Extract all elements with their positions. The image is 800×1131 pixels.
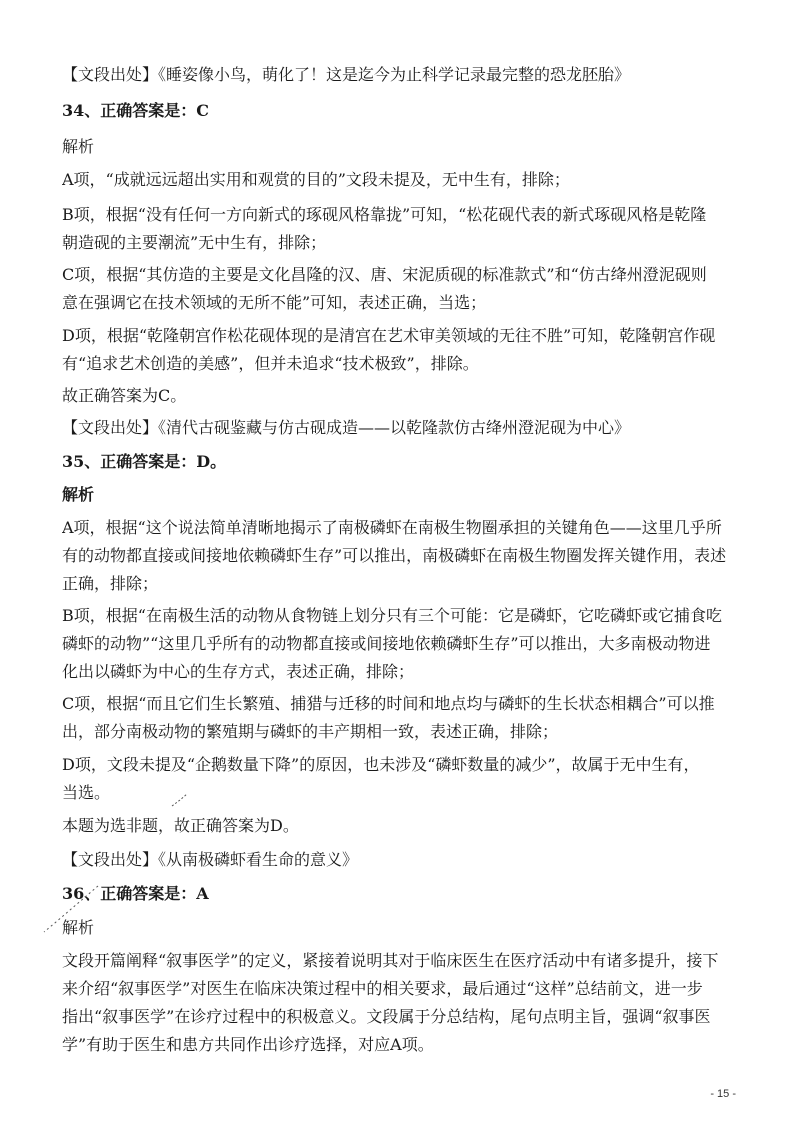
analysis-label: 解析 [62, 137, 95, 156]
answer-heading: 35、正确答案是：D。 [62, 452, 227, 471]
source-line: 【文段出处】《从南极磷虾看生命的意义》 [62, 850, 359, 869]
text-line: 文段开篇阐释“叙事医学”的定义，紧接着说明其对于临床医生在医疗活动中有诸多提升，接下 [62, 951, 719, 970]
text-line: 有的动物都直接或间接地依赖磷虾生存”可以推出，南极磷虾在南极生物圈发挥关键作用，表述 [62, 546, 727, 565]
text-line: 指出“叙事医学”在诊疗过程中的积极意义。文段属于分总结构，尾句点明主旨，强调“叙事医 [62, 1007, 711, 1026]
source-line: 【文段出处】《睡姿像小鸟，萌化了！这是迄今为止科学记录最完整的恐龙胚胎》 [62, 65, 631, 84]
text-line: 来介绍“叙事医学”对医生在临床决策过程中的相关要求，最后通过“这样”总结前文，进一步 [62, 979, 703, 998]
source-line: 【文段出处】《清代古砚鉴藏与仿古砚成造——以乾隆款仿古绛州澄泥砚为中心》 [62, 418, 631, 437]
analysis-label: 解析 [62, 918, 95, 937]
text-line: D项，文段未提及“企鹅数量下降”的原因，也未涉及“磷虾数量的减少”，故属于无中生有， [62, 755, 700, 774]
text-line: 有“追求艺术创造的美感”，但并未追求“技术极致”，排除。 [62, 354, 479, 373]
text-line: B项，根据“在南极生活的动物从食物链上划分只有三个可能：它是磷虾，它吃磷虾或它捕食吃 [62, 606, 722, 625]
pen-mark [40, 880, 100, 940]
text-line: C项，根据“而且它们生长繁殖、捕猎与迁移的时间和地点均与磷虾的生长状态相耦合”可以推 [62, 694, 715, 713]
text-line: 学”有助于医生和患方共同作出诊疗选择，对应A项。 [62, 1035, 434, 1054]
answer-heading: 36、正确答案是：A [62, 884, 209, 903]
text-line: B项，根据“没有任何一方向新式的琢砚风格靠拢”可知，“松花砚代表的新式琢砚风格是乾隆 [62, 205, 707, 224]
text-line: A项，根据“这个说法简单清晰地揭示了南极磷虾在南极生物圈承担的关键角色——这里几乎所 [62, 518, 722, 537]
text-line: D项，根据“乾隆朝宫作松花砚体现的是清宫在艺术审美领域的无往不胜”可知，乾隆朝宫作砚 [62, 326, 716, 345]
text-line: 出，部分南极动物的繁殖期与磷虾的丰产期相一致，表述正确，排除； [62, 722, 559, 741]
text-line: 故正确答案为C。 [62, 386, 187, 405]
analysis-label: 解析 [62, 485, 95, 504]
text-line: 磷虾的动物”“这里几乎所有的动物都直接或间接地依赖磷虾生存”可以推出，大多南极动物进 [62, 634, 711, 653]
text-line: 朝造砚的主要潮流”无中生有，排除； [62, 233, 327, 252]
text-line: A项，“成就远远超出实用和观赏的目的”文段未提及，无中生有，排除； [62, 170, 570, 189]
text-line: 正确，排除； [62, 574, 159, 593]
text-line: 意在强调它在技术领域的无所不能”可知，表述正确，当选； [62, 293, 487, 312]
pen-mark [170, 792, 190, 808]
text-line: C项，根据“其仿造的主要是文化昌隆的汉、唐、宋泥质砚的标准款式”和“仿古绛州澄泥砚则 [62, 265, 707, 284]
answer-heading: 34、正确答案是：C [62, 101, 210, 120]
text-line: 当选。 [62, 783, 111, 802]
text-line: 化出以磷虾为中心的生存方式，表述正确，排除； [62, 662, 415, 681]
page-number: - 15 - [710, 1088, 736, 1100]
text-line: 本题为选非题，故正确答案为D。 [62, 816, 299, 835]
